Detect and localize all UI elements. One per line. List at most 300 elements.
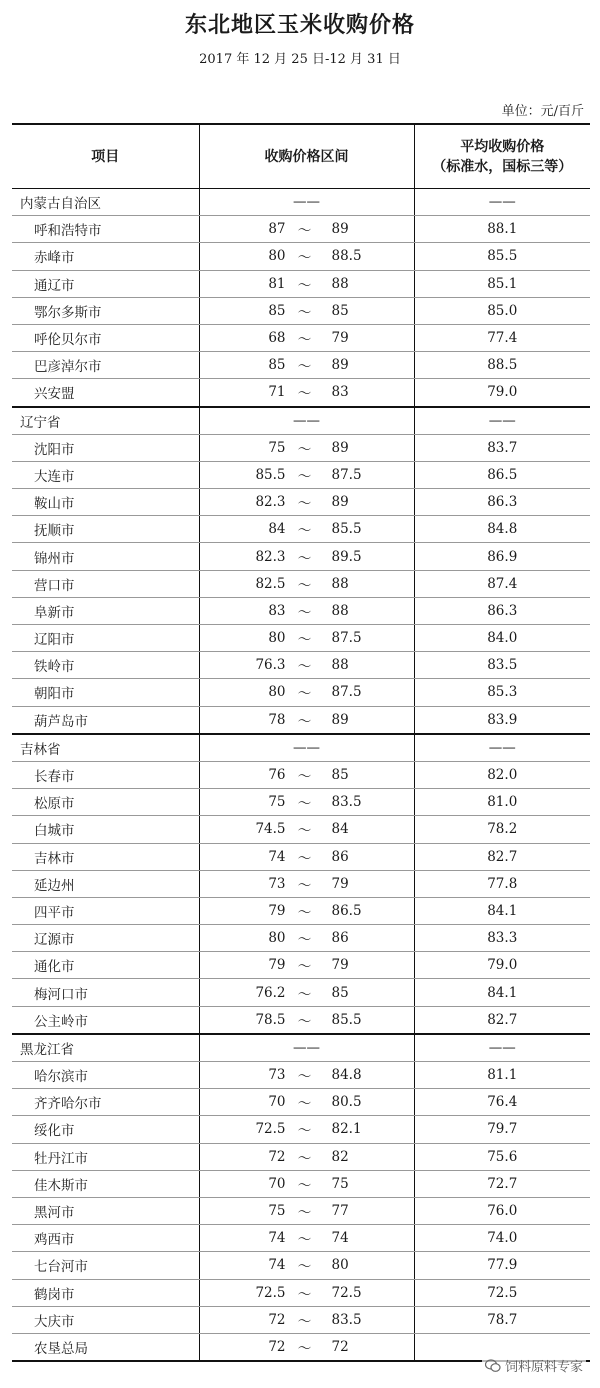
- table-row: [12, 652, 590, 679]
- range-separator: ～: [297, 796, 312, 813]
- price-range-cell: [199, 679, 414, 706]
- price-low: 83: [268, 602, 286, 619]
- price-low: 85.5: [255, 466, 286, 483]
- table-row: [12, 897, 590, 924]
- price-range-cell: [199, 952, 414, 979]
- city-name: 巴彦淖尔市: [12, 352, 199, 379]
- city-name: 辽阳市: [12, 625, 199, 652]
- price-low: 76.2: [255, 984, 286, 1001]
- city-name: 吉林市: [12, 843, 199, 870]
- price-low: 73: [268, 875, 286, 892]
- table-row: [12, 352, 590, 379]
- average-price-cell: 85.1: [414, 270, 590, 297]
- price-high: 82.1: [331, 1121, 362, 1138]
- price-range-cell: [199, 1252, 414, 1279]
- average-price-cell: [414, 407, 590, 435]
- price-high: 87.5: [331, 630, 362, 647]
- range-separator: ～: [297, 959, 312, 976]
- price-high: 83.5: [331, 794, 362, 811]
- price-range-cell: [199, 897, 414, 924]
- price-range-cell: [199, 1143, 414, 1170]
- average-dash: ——: [488, 412, 516, 429]
- average-price-cell: 85.0: [414, 297, 590, 324]
- average-price-cell: 76.0: [414, 1197, 590, 1224]
- table-row: [12, 597, 590, 624]
- average-price-cell: 79.7: [414, 1116, 590, 1143]
- average-price-cell: 85.5: [414, 243, 590, 270]
- range-separator: ～: [297, 441, 312, 458]
- table-row: [12, 461, 590, 488]
- range-separator: ～: [297, 1177, 312, 1194]
- price-low: 72: [268, 1338, 286, 1355]
- city-name: 通化市: [12, 952, 199, 979]
- city-name: 梅河口市: [12, 979, 199, 1006]
- range-separator: ～: [297, 904, 312, 921]
- range-separator: ～: [297, 496, 312, 513]
- price-low: 72.5: [255, 1284, 286, 1301]
- average-price-cell: 77.9: [414, 1252, 590, 1279]
- range-separator: ～: [297, 304, 312, 321]
- table-row: [12, 216, 590, 243]
- price-range-cell: [199, 979, 414, 1006]
- price-high: 83.5: [331, 1311, 362, 1328]
- price-high: 75: [331, 1175, 349, 1192]
- price-range-cell: [199, 789, 414, 816]
- table-row: [12, 297, 590, 324]
- average-price-cell: [414, 189, 590, 216]
- price-table: [12, 123, 590, 1362]
- price-range-cell: [199, 1034, 414, 1062]
- price-low: 74: [268, 848, 286, 865]
- price-range-cell: [199, 461, 414, 488]
- city-name: 佳木斯市: [12, 1170, 199, 1197]
- table-header-row: [12, 124, 590, 189]
- average-price-cell: [414, 734, 590, 762]
- range-separator: ～: [297, 1205, 312, 1222]
- range-dash: ——: [293, 412, 320, 429]
- price-high: 88: [331, 602, 349, 619]
- price-high: 89: [331, 357, 349, 374]
- price-range-cell: [199, 734, 414, 762]
- header-range: 收购价格区间: [199, 124, 414, 189]
- range-separator: ～: [297, 250, 312, 267]
- region-row: [12, 407, 590, 435]
- table-row: [12, 543, 590, 570]
- city-name: 鹤岗市: [12, 1279, 199, 1306]
- range-separator: ～: [297, 386, 312, 403]
- table-row: [12, 570, 590, 597]
- average-price-cell: 79.0: [414, 379, 590, 407]
- price-high: 85.5: [331, 1011, 362, 1028]
- table-row: [12, 1006, 590, 1034]
- price-high: 79: [331, 875, 349, 892]
- price-high: 88.5: [331, 248, 362, 265]
- table-row: [12, 516, 590, 543]
- price-range-cell: [199, 597, 414, 624]
- table-row: [12, 952, 590, 979]
- price-high: 82: [331, 1148, 349, 1165]
- price-high: 85.5: [331, 521, 362, 538]
- range-dash: ——: [293, 1039, 320, 1056]
- average-price-cell: 76.4: [414, 1089, 590, 1116]
- price-low: 75: [268, 1203, 286, 1220]
- price-low: 75: [268, 794, 286, 811]
- watermark: [482, 1355, 586, 1376]
- table-row: [12, 1116, 590, 1143]
- price-high: 86.5: [331, 902, 362, 919]
- price-low: 85: [268, 302, 286, 319]
- average-price-cell: 83.9: [414, 706, 590, 734]
- table-row: [12, 489, 590, 516]
- range-separator: ～: [297, 277, 312, 294]
- price-low: 82.3: [255, 548, 286, 565]
- range-separator: ～: [297, 604, 312, 621]
- price-low: 79: [268, 957, 286, 974]
- price-range-cell: [199, 1170, 414, 1197]
- city-name: 兴安盟: [12, 379, 199, 407]
- city-name: 鸡西市: [12, 1225, 199, 1252]
- price-high: 87.5: [331, 466, 362, 483]
- city-name: 辽源市: [12, 925, 199, 952]
- table-row: [12, 1279, 590, 1306]
- price-low: 80: [268, 930, 286, 947]
- price-high: 80.5: [331, 1094, 362, 1111]
- table-row: [12, 270, 590, 297]
- region-name: 内蒙古自治区: [12, 189, 199, 216]
- average-price-cell: 74.0: [414, 1225, 590, 1252]
- range-separator: ～: [297, 1013, 312, 1030]
- price-range-cell: [199, 324, 414, 351]
- header-average-line2: （标准水，国标三等）: [432, 158, 573, 175]
- price-range-cell: [199, 625, 414, 652]
- average-price-cell: 88.1: [414, 216, 590, 243]
- price-range-cell: [199, 870, 414, 897]
- table-row: [12, 870, 590, 897]
- city-name: 呼伦贝尔市: [12, 324, 199, 351]
- average-price-cell: 88.5: [414, 352, 590, 379]
- price-high: 86: [331, 930, 349, 947]
- city-name: 绥化市: [12, 1116, 199, 1143]
- table-row: [12, 816, 590, 843]
- price-range-cell: [199, 379, 414, 407]
- price-range-cell: [199, 1279, 414, 1306]
- price-low: 68: [268, 330, 286, 347]
- table-row: [12, 434, 590, 461]
- region-name: 辽宁省: [12, 407, 199, 435]
- table-row: [12, 925, 590, 952]
- unit-label: 单位：元/百斤: [501, 104, 584, 119]
- city-name: 呼和浩特市: [12, 216, 199, 243]
- city-name: 长春市: [12, 761, 199, 788]
- price-low: 80: [268, 684, 286, 701]
- city-name: 松原市: [12, 789, 199, 816]
- average-price-cell: 84.1: [414, 897, 590, 924]
- price-high: 84: [331, 821, 349, 838]
- price-range-cell: [199, 1225, 414, 1252]
- price-high: 72: [331, 1338, 349, 1355]
- price-low: 84: [268, 521, 286, 538]
- price-high: 89: [331, 711, 349, 728]
- price-range-cell: [199, 216, 414, 243]
- price-range-cell: [199, 761, 414, 788]
- range-separator: ～: [297, 932, 312, 949]
- price-high: 89.5: [331, 548, 362, 565]
- city-name: 大庆市: [12, 1306, 199, 1333]
- table-row: [12, 789, 590, 816]
- price-range-cell: [199, 1116, 414, 1143]
- range-separator: ～: [297, 877, 312, 894]
- price-high: 79: [331, 957, 349, 974]
- average-price-cell: 84.0: [414, 625, 590, 652]
- price-range-cell: [199, 352, 414, 379]
- price-low: 72: [268, 1148, 286, 1165]
- city-name: 鞍山市: [12, 489, 199, 516]
- table-row: [12, 1252, 590, 1279]
- city-name: 沈阳市: [12, 434, 199, 461]
- price-range-cell: [199, 270, 414, 297]
- price-high: 85: [331, 984, 349, 1001]
- range-dash: ——: [293, 739, 320, 756]
- average-price-cell: 78.7: [414, 1306, 590, 1333]
- price-range-cell: [199, 816, 414, 843]
- table-row: [12, 324, 590, 351]
- header-item: 项目: [12, 124, 199, 189]
- city-name: 哈尔滨市: [12, 1062, 199, 1089]
- average-price-cell: 83.5: [414, 652, 590, 679]
- price-high: 79: [331, 330, 349, 347]
- city-name: 牡丹江市: [12, 1143, 199, 1170]
- range-separator: ～: [297, 713, 312, 730]
- average-dash: ——: [488, 194, 516, 211]
- price-range-cell: [199, 843, 414, 870]
- table-body: [12, 189, 590, 1362]
- city-name: 农垦总局: [12, 1333, 199, 1361]
- price-range-cell: [199, 706, 414, 734]
- price-low: 75: [268, 439, 286, 456]
- price-low: 76.3: [255, 657, 286, 674]
- range-separator: ～: [297, 1340, 312, 1357]
- average-price-cell: 83.7: [414, 434, 590, 461]
- watermark-text: 饲料原料专家: [504, 1360, 583, 1375]
- city-name: 通辽市: [12, 270, 199, 297]
- average-dash: ——: [488, 739, 516, 756]
- price-low: 70: [268, 1094, 286, 1111]
- table-row: [12, 1089, 590, 1116]
- average-price-cell: 79.0: [414, 952, 590, 979]
- range-separator: ～: [297, 1259, 312, 1276]
- city-name: 葫芦岛市: [12, 706, 199, 734]
- city-name: 朝阳市: [12, 679, 199, 706]
- city-name: 鄂尔多斯市: [12, 297, 199, 324]
- price-high: 85: [331, 767, 349, 784]
- average-price-cell: 72.5: [414, 1279, 590, 1306]
- range-separator: ～: [297, 550, 312, 567]
- average-price-cell: 82.7: [414, 843, 590, 870]
- wechat-icon: [485, 1359, 501, 1373]
- average-price-cell: 78.2: [414, 816, 590, 843]
- price-high: 84.8: [331, 1067, 362, 1084]
- price-range-cell: [199, 297, 414, 324]
- average-price-cell: 72.7: [414, 1170, 590, 1197]
- table-row: [12, 243, 590, 270]
- table-row: [12, 1062, 590, 1089]
- price-high: 88: [331, 275, 349, 292]
- range-separator: ～: [297, 850, 312, 867]
- price-high: 86: [331, 848, 349, 865]
- city-name: 公主岭市: [12, 1006, 199, 1034]
- price-low: 78.5: [255, 1011, 286, 1028]
- region-row: [12, 1034, 590, 1062]
- price-low: 72.5: [255, 1121, 286, 1138]
- average-price-cell: 81.0: [414, 789, 590, 816]
- price-range-cell: [199, 1089, 414, 1116]
- city-name: 锦州市: [12, 543, 199, 570]
- region-name: 黑龙江省: [12, 1034, 199, 1062]
- table-row: [12, 761, 590, 788]
- city-name: 大连市: [12, 461, 199, 488]
- price-low: 76: [268, 767, 286, 784]
- price-high: 88: [331, 575, 349, 592]
- header-average: [414, 124, 590, 189]
- range-separator: ～: [297, 1123, 312, 1140]
- average-price-cell: 82.7: [414, 1006, 590, 1034]
- city-name: 铁岭市: [12, 652, 199, 679]
- header-average-line1: 平均收购价格: [460, 138, 545, 155]
- price-low: 70: [268, 1175, 286, 1192]
- price-high: 74: [331, 1230, 349, 1247]
- region-row: [12, 189, 590, 216]
- price-range-cell: [199, 1306, 414, 1333]
- city-name: 延边州: [12, 870, 199, 897]
- average-price-cell: 85.3: [414, 679, 590, 706]
- table-row: [12, 1170, 590, 1197]
- average-price-cell: 86.9: [414, 543, 590, 570]
- range-separator: ～: [297, 577, 312, 594]
- price-high: 77: [331, 1203, 349, 1220]
- average-price-cell: 75.6: [414, 1143, 590, 1170]
- table-row: [12, 1306, 590, 1333]
- range-separator: ～: [297, 686, 312, 703]
- range-separator: ～: [297, 632, 312, 649]
- price-low: 79: [268, 902, 286, 919]
- range-separator: ～: [297, 1096, 312, 1113]
- price-low: 82.3: [255, 494, 286, 511]
- average-price-cell: 77.4: [414, 324, 590, 351]
- region-name: 吉林省: [12, 734, 199, 762]
- average-price-cell: [414, 1034, 590, 1062]
- date-range-subtitle: 2017 年 12 月 25 日-12 月 31 日: [199, 52, 401, 67]
- range-separator: ～: [297, 332, 312, 349]
- price-low: 74: [268, 1230, 286, 1247]
- table-row: [12, 679, 590, 706]
- table-row: [12, 706, 590, 734]
- price-range-cell: [199, 1062, 414, 1089]
- range-separator: ～: [297, 986, 312, 1003]
- document-title: 东北地区玉米收购价格: [184, 13, 415, 38]
- city-name: 白城市: [12, 816, 199, 843]
- price-high: 89: [331, 221, 349, 238]
- price-range-cell: [199, 407, 414, 435]
- city-name: 四平市: [12, 897, 199, 924]
- table-row: [12, 1225, 590, 1252]
- range-separator: ～: [297, 1069, 312, 1086]
- price-low: 74: [268, 1257, 286, 1274]
- price-range-cell: [199, 1333, 414, 1361]
- range-separator: ～: [297, 823, 312, 840]
- price-range-cell: [199, 1006, 414, 1034]
- city-name: 齐齐哈尔市: [12, 1089, 199, 1116]
- price-low: 80: [268, 630, 286, 647]
- price-low: 87: [268, 221, 286, 238]
- price-range-cell: [199, 925, 414, 952]
- average-price-cell: 86.3: [414, 597, 590, 624]
- price-range-cell: [199, 434, 414, 461]
- range-separator: ～: [297, 1286, 312, 1303]
- range-separator: ～: [297, 1232, 312, 1249]
- price-high: 80: [331, 1257, 349, 1274]
- price-high: 85: [331, 302, 349, 319]
- price-low: 73: [268, 1067, 286, 1084]
- price-low: 81: [268, 275, 286, 292]
- price-range-cell: [199, 516, 414, 543]
- table-row: [12, 843, 590, 870]
- price-range-cell: [199, 489, 414, 516]
- table-row: [12, 625, 590, 652]
- average-price-cell: 84.1: [414, 979, 590, 1006]
- range-separator: ～: [297, 659, 312, 676]
- price-low: 74.5: [255, 821, 286, 838]
- price-range-cell: [199, 570, 414, 597]
- table-row: [12, 1143, 590, 1170]
- range-separator: ～: [297, 523, 312, 540]
- range-separator: ～: [297, 769, 312, 786]
- range-separator: ～: [297, 1150, 312, 1167]
- price-low: 72: [268, 1311, 286, 1328]
- city-name: 营口市: [12, 570, 199, 597]
- table-row: [12, 379, 590, 407]
- table-row: [12, 1197, 590, 1224]
- price-low: 80: [268, 248, 286, 265]
- price-range-cell: [199, 243, 414, 270]
- range-separator: ～: [297, 359, 312, 376]
- price-high: 87.5: [331, 684, 362, 701]
- average-price-cell: 83.3: [414, 925, 590, 952]
- range-dash: ——: [293, 194, 320, 211]
- average-price-cell: 77.8: [414, 870, 590, 897]
- city-name: 七台河市: [12, 1252, 199, 1279]
- average-price-cell: 84.8: [414, 516, 590, 543]
- price-low: 82.5: [255, 575, 286, 592]
- city-name: 赤峰市: [12, 243, 199, 270]
- price-high: 83: [331, 384, 349, 401]
- range-separator: ～: [297, 223, 312, 240]
- price-high: 72.5: [331, 1284, 362, 1301]
- average-price-cell: 86.3: [414, 489, 590, 516]
- average-dash: ——: [488, 1039, 516, 1056]
- average-price-cell: 82.0: [414, 761, 590, 788]
- price-range-cell: [199, 189, 414, 216]
- region-row: [12, 734, 590, 762]
- city-name: 阜新市: [12, 597, 199, 624]
- price-high: 89: [331, 494, 349, 511]
- price-low: 78: [268, 711, 286, 728]
- price-low: 71: [268, 384, 286, 401]
- price-range-cell: [199, 543, 414, 570]
- range-separator: ～: [297, 468, 312, 485]
- average-price-cell: 87.4: [414, 570, 590, 597]
- price-range-cell: [199, 1197, 414, 1224]
- price-high: 88: [331, 657, 349, 674]
